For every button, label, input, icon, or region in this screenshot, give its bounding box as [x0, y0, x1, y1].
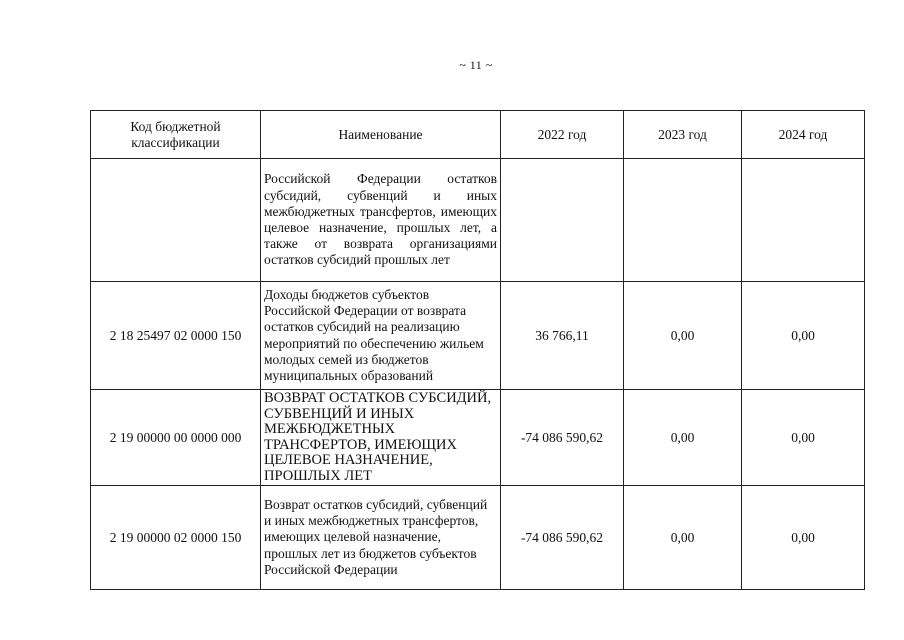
header-code: Код бюджетной классификации	[91, 111, 261, 159]
row-value-2024: 0,00	[742, 282, 865, 390]
row-name	[261, 390, 501, 486]
table-row	[91, 486, 865, 590]
table-row	[91, 282, 865, 390]
header-2023: 2023 год	[624, 111, 742, 159]
table-row	[91, 159, 865, 282]
row-name	[261, 282, 501, 390]
row-value-2023: 0,00	[624, 390, 742, 486]
header-2024: 2024 год	[742, 111, 865, 159]
row-code: 2 19 00000 02 0000 150	[91, 486, 261, 590]
header-2022: 2022 год	[501, 111, 624, 159]
row-value-2023: 0,00	[624, 486, 742, 590]
row-name	[261, 159, 501, 282]
row-code: 2 18 25497 02 0000 150	[91, 282, 261, 390]
table-row	[91, 390, 865, 486]
page-number: ~ 11 ~	[459, 58, 493, 72]
row-name-text: Российской Федерации остатков субсидий, субвенций и иных межбюджетных трансфертов, имеющих целевое назначение, прошлых лет, а также от возврата организациями остатков субсидий прошлых лет	[264, 171, 497, 268]
row-value-2022: -74 086 590,62	[501, 486, 624, 590]
row-name	[261, 486, 501, 590]
row-value-2023	[624, 159, 742, 282]
row-value-2022: 36 766,11	[501, 282, 624, 390]
row-value-2024: 0,00	[742, 486, 865, 590]
row-code	[91, 159, 261, 282]
row-name-text: Доходы бюджетов субъектов Российской Федерации от возврата остатков субсидий на реализацию мероприятий по обеспечению жильем молодых семей из бюджетов муниципальных образований	[264, 286, 484, 383]
row-name-text: ВОЗВРАТ ОСТАТКОВ СУБСИДИЙ, СУБВЕНЦИЙ И ИНЫХ МЕЖБЮДЖЕТНЫХ ТРАНСФЕРТОВ, ИМЕЮЩИХ ЦЕЛЕВОЕ НАЗНАЧЕНИЕ, ПРОШЛЫХ ЛЕТ	[264, 390, 492, 484]
row-value-2024: 0,00	[742, 390, 865, 486]
row-value-2022: -74 086 590,62	[501, 390, 624, 486]
row-value-2023: 0,00	[624, 282, 742, 390]
row-value-2024	[742, 159, 865, 282]
row-code: 2 19 00000 00 0000 000	[91, 390, 261, 486]
row-name-text: Возврат остатков субсидий, субвенций и иных межбюджетных трансфертов, имеющих целевой назначение, прошлых лет из бюджетов субъектов Российской Федерации	[264, 496, 488, 577]
budget-table	[90, 110, 865, 590]
row-value-2022	[501, 159, 624, 282]
table-header-row	[91, 111, 865, 159]
header-name: Наименование	[261, 111, 501, 159]
